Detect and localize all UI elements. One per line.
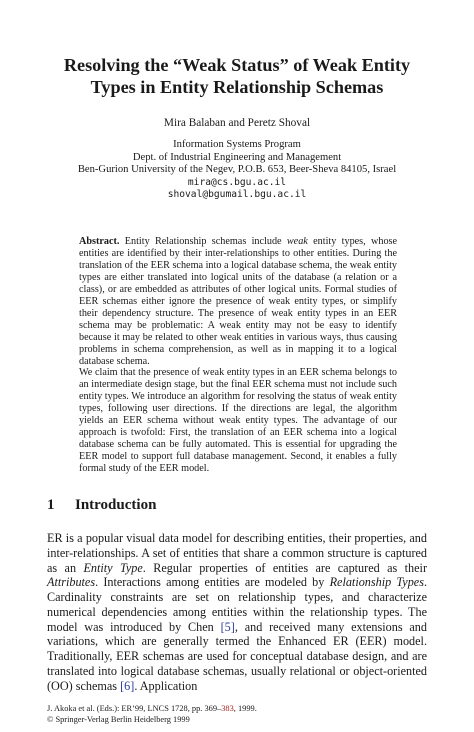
abstract-label: Abstract. <box>79 236 120 247</box>
intro-text-1: ER is a popular visual data model for describing entities, their properties, and inter-relationships. A set of entities that share a common structure is captured as an <box>47 531 427 575</box>
abstract <box>79 236 397 475</box>
affiliation-line-1: Information Systems Program <box>173 139 301 150</box>
abstract-text-1b: entity types, whose entities are identified by their inter-relationships to other entities. During the translation of the EER schema into a logical database schema, the weak entity types are either translated into logical units of the database (a relation or a class), or are embedded as attributes of other logical units. Formal studies of EER schemas either ignore the presence of weak entity types, or simplify their dependency structure. The presence of weak entity types in an EER schema may be problematic: A weak entity may not be easy to identify because it may be related to other weak entities in various ways, thus causing problems in schema comprehension, as well as in mapping it to a logical database schema. <box>79 236 398 367</box>
affiliation-line-2: Dept. of Industrial Engineering and Management <box>132 151 342 163</box>
footnote-block <box>47 703 257 725</box>
email-1: mira@cs.bgu.ac.il <box>187 176 287 188</box>
term-entity-type: Entity Type <box>83 560 143 575</box>
email-2: shoval@bgumail.bgu.ac.il <box>167 189 307 200</box>
paper-title <box>30 54 444 98</box>
abstract-emphasis-weak: weak <box>286 236 308 247</box>
intro-text-5: , and received many extensions and variations, which are generally termed the Enhanced ER (EER) model. Traditionally, EER schemas are used for conceptual database design, and are translated into logical database schemas, usually relational or object-oriented (OO) schemas <box>47 619 427 693</box>
section-heading <box>47 497 156 514</box>
footnote-page-link[interactable]: 383 <box>221 704 234 713</box>
introduction-body <box>47 531 427 693</box>
section-number: 1 <box>47 497 55 513</box>
affiliation-block <box>0 139 474 202</box>
footnote-text-a: J. Akoka et al. (Eds.): ER’99, LNCS 1728, pp. 369– <box>47 704 222 713</box>
intro-text-3: . Interactions among entities are modeled by <box>95 575 325 590</box>
intro-paragraph <box>47 531 427 693</box>
term-attributes: Attributes <box>47 575 96 590</box>
author-list: Mira Balaban and Peretz Shoval <box>163 117 311 129</box>
section-title: Introduction <box>75 497 157 513</box>
footnote-line-1 <box>47 703 257 714</box>
citation-link-5[interactable]: [5] <box>220 619 235 634</box>
abstract-text-1a: Entity Relationship schemas include <box>124 236 282 247</box>
footnote-text-c: , 1999. <box>233 704 257 713</box>
abstract-paragraph-1 <box>79 236 397 367</box>
term-relationship-types: Relationship Types <box>329 575 424 590</box>
affiliation-line-3: Ben-Gurion University of the Negev, P.O.B. 653, Beer-Sheva 84105, Israel <box>77 164 397 175</box>
intro-text-6: . Application <box>134 678 198 693</box>
title-line-1: Resolving the “Weak Status” of Weak Entity <box>63 55 411 75</box>
abstract-paragraph-2: We claim that the presence of weak entity types in an EER schema belongs to an intermediate design stage, but the final EER schema must not include such entity types. We introduce an algorithm for resolving the status of weak entity types, following user directions. If the directions are legal, the algorithm yields an EER schema without weak entity types. The advantage of our approach is twofold: First, the translation of an EER schema into a logical database schema can be fully automated. This is essential for upgrading the EER model to support full database management. Second, it enables a fully formal study of the EER model. <box>79 367 397 475</box>
intro-text-2: . Regular properties of entities are captured as their <box>142 560 427 575</box>
footnote-line-2: © Springer-Verlag Berlin Heidelberg 1999 <box>47 715 190 724</box>
title-line-2: Types in Entity Relationship Schemas <box>90 77 384 97</box>
intro-text-4: . Cardinality constraints are set on relationship types, and characterize numerical dependencies among entities within the relationship types. The model was introduced by Chen <box>47 575 427 634</box>
citation-link-6[interactable]: [6] <box>120 678 135 693</box>
